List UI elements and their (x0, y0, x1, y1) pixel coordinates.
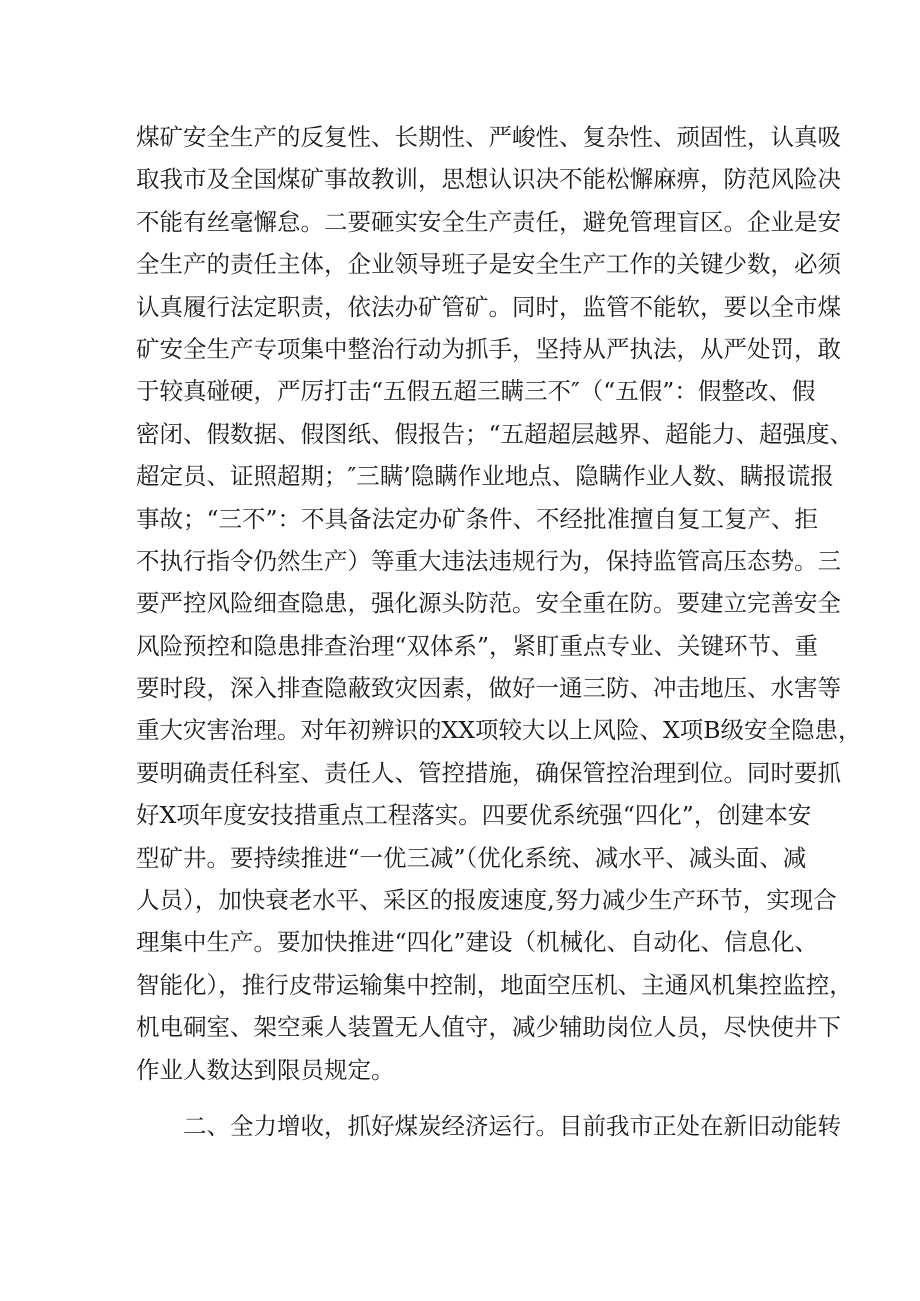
text-line: 事故；“三不”：不具备法定办矿条件、不经批准擅自复工复产、拒 (136, 504, 819, 533)
text-line: 好X项年度安技措重点工程落实。四要优系统强“四化”，创建本安 (136, 801, 812, 830)
text-line: 认真履行法定职责，依法办矿管矿。同时，监管不能软，要以全市煤 (136, 292, 841, 321)
text-line: 重大灾害治理。对年初辨识的XX项较大以上风险、X项B级安全隐患， (136, 716, 862, 745)
text-line: 型矿井。要持续推进“一优三减”（优化系统、减水平、减头面、减 (136, 843, 807, 872)
text-line: 密闭、假数据、假图纸、假报告；“五超超层越界、超能力、超强度、 (136, 419, 854, 448)
text-line: 风险预控和隐患排查治理“双体系”，紧盯重点专业、关键环节、重 (136, 631, 819, 660)
paragraph (136, 1105, 841, 1147)
text-line: 煤矿安全生产的反复性、长期性、严峻性、复杂性、顽固性，认真吸 (136, 123, 841, 151)
text-line: 要明确责任科室、责任人、管控措施，确保管控治理到位。同时要抓 (136, 758, 841, 787)
text-line: 理集中生产。要加快推进“四化”建设（机械化、自动化、信息化、 (136, 928, 819, 957)
text-line: 超定员、证照超期；″三瞒’隐瞒作业地点、隐瞒作业人数、瞒报谎报 (136, 462, 834, 491)
text-line: 于较真碰硬，严厉打击“五假五超三瞒三不″（“五假”：假整改、假 (136, 377, 816, 406)
text-line: 全生产的责任主体，企业领导班子是安全生产工作的关键少数，必须 (136, 250, 841, 279)
document-body (136, 116, 862, 1147)
text-line: 二、全力增收，抓好煤炭经济运行。目前我市正处在新旧动能转 (183, 1111, 841, 1140)
text-line: 要严控风险细查隐患，强化源头防范。安全重在防。要建立完善安全 (136, 589, 841, 618)
text-line: 要时段，深入排查隐蔽致灾因素，做好一通三防、冲击地压、水害等 (136, 674, 841, 703)
text-line: 作业人数达到限员规定。 (136, 1055, 395, 1084)
paragraph-spacer (136, 1091, 796, 1105)
text-line: 人员），加快衰老水平、采区的报废速度,努力减少生产环节，实现合 (136, 886, 837, 915)
text-line: 智能化），推行皮带运输集中控制，地面空压机、主通风机集控监控， (136, 970, 853, 999)
text-line: 不能有丝毫懈怠。二要砸实安全生产责任，避免管理盲区。企业是安 (136, 207, 841, 236)
paragraph (136, 116, 862, 1091)
text-line: 不执行指令仍然生产）等重大违法违规行为，保持监管高压态势。三 (136, 546, 841, 575)
text-line: 矿安全生产专项集中整治行动为抓手，坚持从严执法，从严处罚，敢 (136, 334, 841, 363)
text-line: 机电硐室、架空乘人装置无人值守，减少辅助岗位人员，尽快使井下 (136, 1013, 841, 1042)
text-line: 取我市及全国煤矿事故教训，思想认识决不能松懈麻痹，防范风险决 (136, 165, 841, 194)
